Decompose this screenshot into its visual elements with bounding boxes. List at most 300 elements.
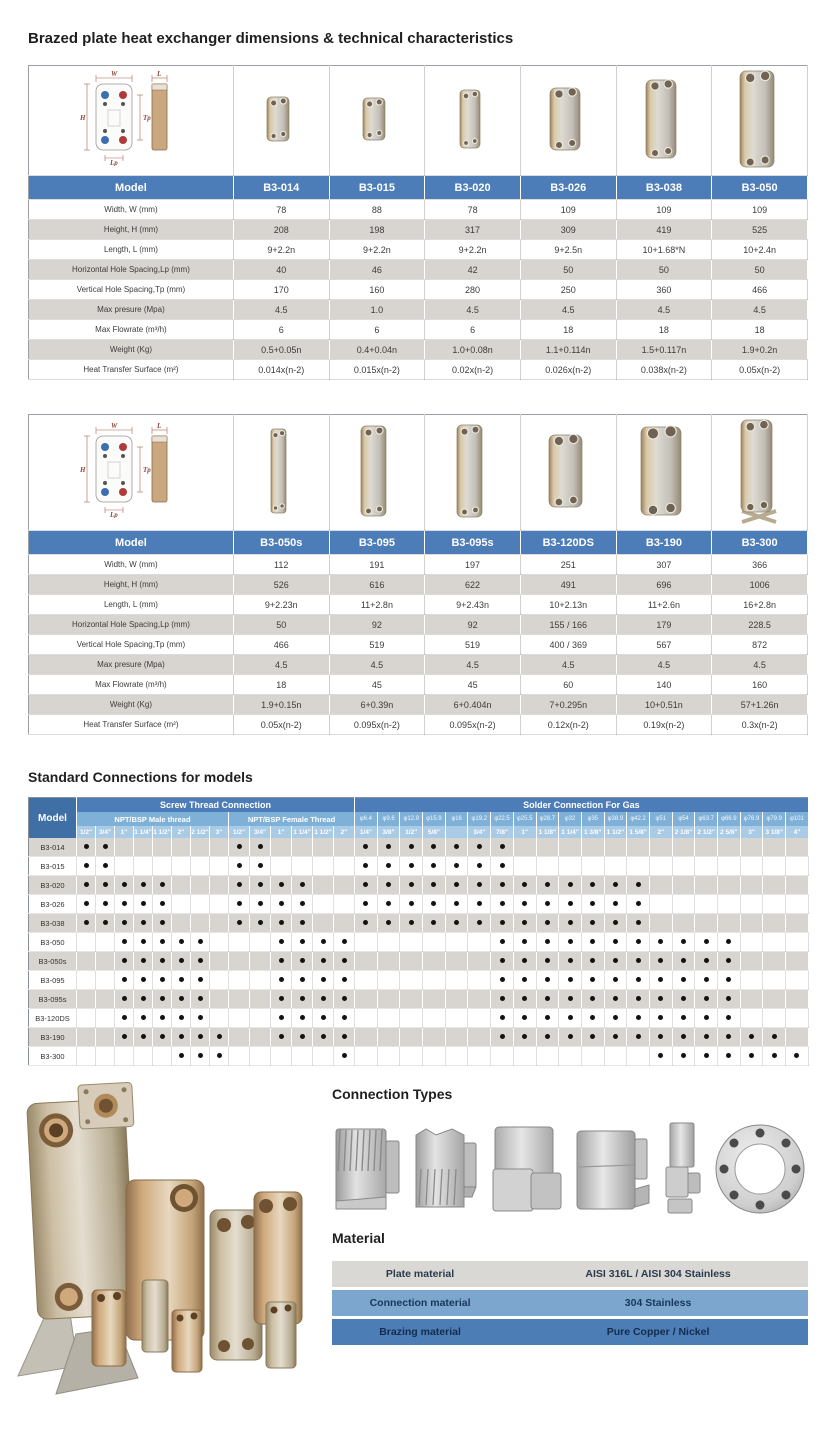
product-image-b3-300 [712,415,808,531]
connection-available-dot [250,895,271,914]
connection-available-dot [115,914,134,933]
connection-available-dot [334,952,355,971]
connection-empty-cell [718,895,741,914]
product-image-b3-095 [329,415,425,531]
solder-size-header: 2 5/8" [718,826,741,838]
spec-value: 170 [233,280,329,300]
solder-diameter-header: φ22.5 [491,812,514,826]
spec-value: 45 [425,675,521,695]
connection-empty-cell [763,971,786,990]
female-size-header: 1 1/2" [313,826,334,838]
connection-available-dot [134,1009,153,1028]
connection-row-b3-120ds [29,1009,809,1028]
spec-value: 0.5+0.05n [233,340,329,360]
connection-available-dot [604,933,627,952]
connection-empty-cell [229,1028,250,1047]
spec-value: 1.0+0.08n [425,340,521,360]
spec-value: 18 [233,675,329,695]
connection-empty-cell [313,857,334,876]
connection-available-dot [604,971,627,990]
spec-value: 0.095x(n-2) [329,715,425,735]
connection-available-dot [134,933,153,952]
spec-value: 622 [425,575,521,595]
connection-available-dot [271,990,292,1009]
connection-empty-cell [491,1047,514,1066]
connection-available-dot [115,1028,134,1047]
connection-empty-cell [695,876,718,895]
connection-model-name: B3-014 [29,838,77,857]
connection-available-dot [513,1028,536,1047]
connection-empty-cell [250,990,271,1009]
connection-available-dot [377,838,400,857]
connection-empty-cell [649,876,672,895]
connection-empty-cell [445,971,468,990]
connection-empty-cell [763,1009,786,1028]
connections-heading: Standard Connections for models [28,769,253,785]
spec-value: 50 [233,615,329,635]
connection-empty-cell [191,838,210,857]
model-header-b3-050: B3-050 [712,176,808,200]
spec-value: 0.4+0.04n [329,340,425,360]
connection-empty-cell [115,838,134,857]
connection-empty-cell [536,838,559,857]
connection-empty-cell [229,933,250,952]
connection-available-dot [491,1009,514,1028]
connection-available-dot [292,971,313,990]
connection-available-dot [172,1028,191,1047]
connection-available-dot [191,1028,210,1047]
spec-value: 307 [616,555,712,575]
connection-available-dot [513,914,536,933]
connection-available-dot [468,876,491,895]
product-image-b3-015 [329,66,425,176]
connection-empty-cell [786,914,809,933]
connection-available-dot [134,990,153,1009]
model-header-b3-015: B3-015 [329,176,425,200]
connection-empty-cell [649,914,672,933]
connection-empty-cell [153,838,172,857]
connection-empty-cell [400,1009,423,1028]
connection-available-dot [271,895,292,914]
svg-text:W: W [110,422,118,430]
solder-size-header: 2 1/2" [695,826,718,838]
connection-available-dot [423,876,446,895]
product-group-photo [14,1082,314,1417]
solder-size-header: 4" [786,826,809,838]
male-size-header: 1 1/2" [153,826,172,838]
solder-diameter-header: φ6.4 [355,812,378,826]
connection-available-dot [115,876,134,895]
connection-available-dot [134,914,153,933]
spec-value: 6+0.404n [425,695,521,715]
spec-value: 4.5 [329,655,425,675]
connection-available-dot [672,971,695,990]
connection-available-dot [292,990,313,1009]
connection-available-dot [763,1028,786,1047]
connection-available-dot [604,1009,627,1028]
connection-available-dot [355,895,378,914]
connection-available-dot [740,1047,763,1066]
solder-size-header [445,826,468,838]
connection-empty-cell [172,857,191,876]
spec-row [29,320,808,340]
connection-empty-cell [115,1047,134,1066]
connection-available-dot [627,876,650,895]
spec-value: 155 / 166 [520,615,616,635]
connection-available-dot [581,1009,604,1028]
connection-available-dot [445,857,468,876]
connection-available-dot [718,990,741,1009]
spec-value: 9+2.5n [520,240,616,260]
connection-available-dot [96,895,115,914]
connection-available-dot [115,952,134,971]
connection-available-dot [445,895,468,914]
spec-row [29,200,808,220]
spec-value: 0.3x(n-2) [712,715,808,735]
connection-available-dot [334,1047,355,1066]
solder-diameter-header: φ12.9 [400,812,423,826]
connection-empty-cell [210,914,229,933]
connection-available-dot [250,876,271,895]
spec-value: 1.9+0.15n [233,695,329,715]
connection-available-dot [491,952,514,971]
dimensions-table-small-models [28,65,808,380]
spec-value: 45 [329,675,425,695]
connection-available-dot [77,876,96,895]
connection-available-dot [191,990,210,1009]
connection-available-dot [77,857,96,876]
material-value: AISI 316L / AISI 304 Stainless [508,1261,808,1287]
connection-empty-cell [581,1047,604,1066]
spec-value: 6 [425,320,521,340]
female-thread-connector-image [412,1123,482,1220]
connection-available-dot [210,1028,229,1047]
connection-available-dot [313,971,334,990]
spec-value: 88 [329,200,425,220]
model-header-b3-190: B3-190 [616,531,712,555]
connection-empty-cell [400,952,423,971]
connection-empty-cell [740,971,763,990]
connection-available-dot [491,838,514,857]
connection-available-dot [536,952,559,971]
connection-available-dot [250,857,271,876]
solder-diameter-header: φ79.9 [763,812,786,826]
male-thread-header: NPT/BSP Male thread [77,812,229,826]
connection-empty-cell [229,952,250,971]
model-header-b3-014: B3-014 [233,176,329,200]
connection-available-dot [649,1028,672,1047]
connection-available-dot [172,971,191,990]
connection-empty-cell [313,1047,334,1066]
material-spec-table [332,1258,808,1348]
connection-empty-cell [229,971,250,990]
connection-available-dot [604,914,627,933]
spec-value: 160 [329,280,425,300]
connection-empty-cell [763,990,786,1009]
connection-available-dot [627,952,650,971]
connection-empty-cell [604,857,627,876]
solder-size-header: 1 1/2" [604,826,627,838]
connection-empty-cell [355,1009,378,1028]
solder-diameter-header: φ16 [445,812,468,826]
connection-empty-cell [313,876,334,895]
dim-table-1 [28,65,808,380]
connection-available-dot [191,1009,210,1028]
connection-empty-cell [271,857,292,876]
solder-size-header: 1 3/8" [581,826,604,838]
connection-empty-cell [153,1047,172,1066]
spec-value: 4.5 [520,300,616,320]
male-size-header: 1 1/4" [134,826,153,838]
connection-empty-cell [695,914,718,933]
male-thread-connector-image [332,1123,404,1220]
spec-value: 400 / 369 [520,635,616,655]
connection-empty-cell [210,838,229,857]
spec-row [29,300,808,320]
material-row [332,1319,808,1345]
connection-available-dot [400,857,423,876]
connection-available-dot [672,933,695,952]
connection-empty-cell [423,971,446,990]
connection-empty-cell [210,876,229,895]
spec-value: 78 [233,200,329,220]
connection-empty-cell [445,952,468,971]
spec-value: 4.5 [616,655,712,675]
connection-available-dot [445,914,468,933]
connection-empty-cell [763,895,786,914]
connection-row-b3-050s [29,952,809,971]
spec-value: 9+2.23n [233,595,329,615]
connection-available-dot [153,952,172,971]
connection-empty-cell [627,838,650,857]
connection-available-dot [229,857,250,876]
page-title: Brazed plate heat exchanger dimensions & technical characteristics [28,30,514,47]
connection-model-name: B3-026 [29,895,77,914]
connection-empty-cell [786,933,809,952]
connection-available-dot [292,895,313,914]
connection-available-dot [627,933,650,952]
connection-available-dot [229,876,250,895]
solder-diameter-header: φ42.2 [627,812,650,826]
connection-available-dot [334,990,355,1009]
spec-value: 7+0.295n [520,695,616,715]
connection-empty-cell [672,838,695,857]
solder-diameter-header: φ54 [672,812,695,826]
solder-diameter-header: φ101 [786,812,809,826]
solder-size-header: 3/4" [468,826,491,838]
spec-value: 0.014x(n-2) [233,360,329,380]
right-column [314,1082,808,1348]
material-label: Brazing material [332,1319,508,1345]
spec-value: 0.038x(n-2) [616,360,712,380]
spec-value: 0.12x(n-2) [520,715,616,735]
connection-available-dot [491,914,514,933]
connection-row-b3-095 [29,971,809,990]
connection-empty-cell [536,1047,559,1066]
connection-available-dot [649,1009,672,1028]
connection-empty-cell [250,971,271,990]
spec-value: 9+2.43n [425,595,521,615]
svg-text:Tp: Tp [142,114,151,122]
spec-value: 10+2.13n [520,595,616,615]
connection-empty-cell [649,895,672,914]
connection-row-b3-020 [29,876,809,895]
connection-empty-cell [115,857,134,876]
solder-diameter-header: φ63.7 [695,812,718,826]
connection-available-dot [400,838,423,857]
connection-empty-cell [250,1009,271,1028]
solder-diameter-header: φ19.2 [468,812,491,826]
model-header-b3-095s: B3-095s [425,531,521,555]
connection-available-dot [581,876,604,895]
connection-empty-cell [355,990,378,1009]
spec-row-label: Height, H (mm) [29,220,234,240]
connection-empty-cell [763,933,786,952]
connection-available-dot [172,933,191,952]
spec-row [29,280,808,300]
spec-row-label: Max Flowrate (m³/h) [29,675,234,695]
connection-empty-cell [445,933,468,952]
connection-available-dot [763,1047,786,1066]
connection-available-dot [468,914,491,933]
spec-value: 112 [233,555,329,575]
connection-empty-cell [695,857,718,876]
connection-available-dot [536,1009,559,1028]
connection-empty-cell [77,1047,96,1066]
connection-row-b3-015 [29,857,809,876]
solder-size-header: 3 1/8" [763,826,786,838]
svg-text:H: H [79,114,86,122]
spec-value: 6+0.39n [329,695,425,715]
connection-available-dot [271,914,292,933]
connection-available-dot [153,1028,172,1047]
spec-row [29,340,808,360]
svg-text:L: L [156,422,162,430]
spec-value: 360 [616,280,712,300]
svg-text:Lp: Lp [109,511,118,518]
connection-available-dot [559,933,582,952]
connection-empty-cell [627,857,650,876]
spec-value: 10+0.51n [616,695,712,715]
connection-empty-cell [740,990,763,1009]
connection-available-dot [77,914,96,933]
connection-empty-cell [210,895,229,914]
spec-value: 0.19x(n-2) [616,715,712,735]
connection-available-dot [355,838,378,857]
connection-empty-cell [423,933,446,952]
connection-empty-cell [604,838,627,857]
connection-empty-cell [400,1028,423,1047]
connection-available-dot [559,1028,582,1047]
connection-available-dot [191,1047,210,1066]
spec-value: 419 [616,220,712,240]
connection-empty-cell [77,933,96,952]
connection-available-dot [271,1009,292,1028]
connection-available-dot [718,971,741,990]
model-column-header: Model [29,176,234,200]
spec-value: 197 [425,555,521,575]
spec-value: 4.5 [425,300,521,320]
connection-empty-cell [210,990,229,1009]
connection-empty-cell [172,914,191,933]
dim-table-2 [28,414,808,735]
connection-available-dot [423,895,446,914]
spec-value: 228.5 [712,615,808,635]
connection-empty-cell [77,952,96,971]
connection-available-dot [649,952,672,971]
spec-value: 1.5+0.117n [616,340,712,360]
female-size-header: 1/2" [229,826,250,838]
connection-empty-cell [96,1009,115,1028]
connection-available-dot [172,1009,191,1028]
connection-available-dot [559,895,582,914]
connection-empty-cell [468,1009,491,1028]
connection-empty-cell [191,857,210,876]
spec-row-label: Max Flowrate (m³/h) [29,320,234,340]
connection-available-dot [313,933,334,952]
connection-available-dot [400,914,423,933]
connection-empty-cell [559,838,582,857]
spec-row-label: Height, H (mm) [29,575,234,595]
spec-row [29,360,808,380]
connection-available-dot [77,838,96,857]
connection-model-name: B3-038 [29,914,77,933]
connection-empty-cell [271,838,292,857]
spec-value: 4.5 [712,655,808,675]
male-size-header: 3/4" [96,826,115,838]
connection-available-dot [377,857,400,876]
connection-available-dot [695,971,718,990]
spec-value: 466 [712,280,808,300]
connection-available-dot [313,990,334,1009]
connection-available-dot [513,971,536,990]
connection-available-dot [649,990,672,1009]
connection-available-dot [718,1009,741,1028]
spec-row-label: Vertical Hole Spacing,Tp (mm) [29,635,234,655]
spec-value: 872 [712,635,808,655]
connection-empty-cell [313,914,334,933]
connection-available-dot [672,1028,695,1047]
spec-value: 696 [616,575,712,595]
connection-row-b3-300 [29,1047,809,1066]
spec-row-label: Vertical Hole Spacing,Tp (mm) [29,280,234,300]
spec-value: 50 [616,260,712,280]
connection-empty-cell [468,1028,491,1047]
connection-empty-cell [355,952,378,971]
connection-empty-cell [292,857,313,876]
connection-available-dot [672,952,695,971]
connection-available-dot [649,1047,672,1066]
connection-empty-cell [468,952,491,971]
spec-row-label: Max presure (Mpa) [29,655,234,675]
connection-empty-cell [581,857,604,876]
spec-value: 50 [712,260,808,280]
solder-size-header: 1/2" [400,826,423,838]
connection-available-dot [153,933,172,952]
connection-empty-cell [77,971,96,990]
solder-diameter-header: φ25.5 [513,812,536,826]
connection-empty-cell [210,971,229,990]
connection-model-name: B3-300 [29,1047,77,1066]
connection-available-dot [445,838,468,857]
connection-empty-cell [400,990,423,1009]
connection-available-dot [191,933,210,952]
dimension-diagram [29,415,234,531]
model-header-b3-300: B3-300 [712,531,808,555]
connection-available-dot [134,876,153,895]
dimension-diagram [29,66,234,176]
svg-text:W: W [110,70,118,78]
